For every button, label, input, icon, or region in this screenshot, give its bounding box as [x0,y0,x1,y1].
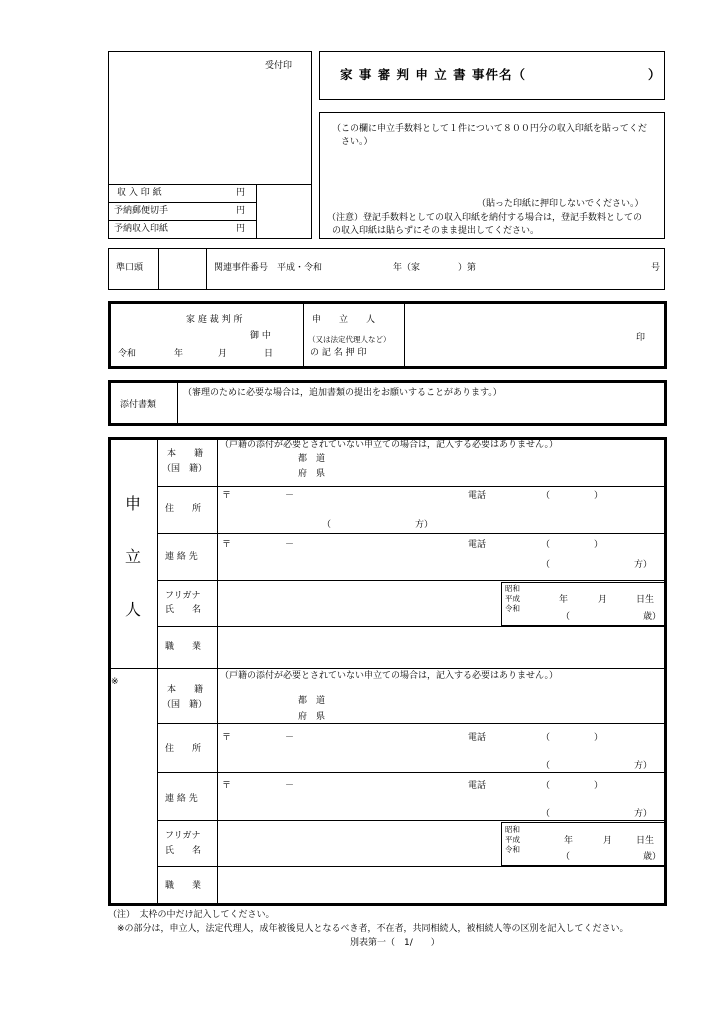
contact-label-b: 連 絡 先 [165,794,198,804]
date-year: 年 [174,349,184,359]
stamp-instruction-1: （この欄に申立手数料として１件について８００円分の収入印紙を貼ってくだ [332,124,647,134]
era-reiwa-b: 令和 [505,845,520,854]
reception-stamp-label: 受付印 [265,61,293,71]
other-party-type-input[interactable] [111,690,155,890]
birthdate-input-b[interactable] [528,830,628,860]
applicant-vertical-title-3: 人 [125,600,142,619]
todofuken-to-b: 都 道 [298,696,326,706]
address-label-b: 住 所 [165,744,202,754]
contact-phone-close-b: ） [594,781,604,791]
footer-note-1: （注） 太枠の中だけ記入してください。 [108,910,275,920]
signature-label: の 記 名 押 印 [310,348,367,358]
birthdate-input-a[interactable] [528,590,628,620]
kata-close-b: 方） [634,761,653,771]
postal-mark-b: 〒 [222,733,232,743]
birth-day-a: 日生 [636,595,655,605]
furigana-label-b: フリガナ [165,831,201,841]
birth-year-b: 年 [564,836,574,846]
fee-row-stamp-unit: 円 [236,188,246,198]
name-label-b: 氏 名 [165,846,202,856]
address-label-a: 住 所 [165,504,202,514]
era-showa-b: 昭和 [505,825,520,834]
related-case-number-input[interactable] [480,252,645,286]
job-input-a[interactable] [222,630,660,664]
phone-label-a: 電話 [468,491,487,501]
contact-label-a: 連 絡 先 [165,552,198,562]
contact-postal-mark-a: 〒 [222,540,232,550]
age-open-a: （ [561,612,571,622]
furigana-label-a: フリガナ [165,591,201,601]
phone-open-a: （ [541,491,551,501]
age-close-a: 歳） [643,612,662,622]
court-label: 家 庭 裁 判 所 [186,315,243,325]
page-title: 家 事 審 判 申 立 書 [340,67,467,82]
era-reiwa-a: 令和 [505,604,520,613]
date-era: 令和 [118,349,137,359]
stamp-caution-1: （注意）登記手数料としての収入印紙を納付する場合は，登記手数料としての [327,213,643,223]
jun-koutou-checkbox[interactable] [160,250,204,288]
stamp-no-seal-note: （貼った印紙に押印しないでください。） [477,199,644,209]
attachments-input[interactable] [180,402,660,422]
date-month: 月 [218,349,228,359]
contact-phone-label-a: 電話 [468,540,487,550]
honseki-label-a: 本 籍 [167,449,204,459]
postal-mark-a: 〒 [222,491,232,501]
phone-close-b: ） [594,733,604,743]
postal-dash-b: － [285,733,295,743]
age-open-b: （ [561,852,571,862]
contact-phone-open-a: （ [541,540,551,550]
honseki-label-b: 本 籍 [167,685,204,695]
job-label-a: 職 業 [165,642,202,652]
applicant-vertical-title-1: 申 [125,494,142,513]
contact-input-b[interactable] [232,794,532,818]
proxy-note: （又は法定代理人など） [308,335,391,344]
phone-open-b: （ [541,733,551,743]
address-input-b[interactable] [232,746,532,770]
honseki-note-a: （戸籍の添付が必要とされていない申立ての場合は，記入する必要はありません。） [220,440,559,450]
page-marker: 別表第一（ 1/ ） [350,938,440,948]
kata-close-a: 方） [415,520,434,530]
kokuseki-label-a: （国 籍） [162,464,208,474]
era-heisei-b: 平成 [505,835,520,844]
fee-row-stamp-label: 収 入 印 紙 [117,188,162,198]
contact-kata-close-a: 方） [634,560,653,570]
signature-input[interactable] [408,306,628,364]
kata-open-a: （ [322,520,332,530]
job-label-b: 職 業 [165,881,202,891]
attachments-note: （審理のために必要な場合は，追加書類の提出をお願いすることがあります。） [183,388,502,398]
fee-row-postage-unit: 円 [236,206,246,216]
other-party-mark: ※ [111,677,119,687]
kokuseki-label-b: （国 籍） [162,700,208,710]
contact-postal-dash-b: － [285,781,295,791]
honseki-input-a[interactable] [340,452,660,482]
name-input-a[interactable] [222,584,496,622]
date-day: 日 [264,349,274,359]
birth-year-a: 年 [559,595,569,605]
contact-kata-open-a: （ [541,560,551,570]
fee-row-revenue-label: 予納収入印紙 [114,224,169,234]
onchu-label: 御 中 [250,331,271,341]
name-label-a: 氏 名 [165,605,202,615]
case-name-input[interactable] [530,62,645,86]
footer-note-2: ※の部分は，申立人，法定代理人，成年被後見人となるべき者，不在者，共同相続人，被相続人等の区別を記入してください。 [117,924,629,934]
contact-postal-mark-b: 〒 [222,781,232,791]
contact-phone-close-a: ） [594,540,604,550]
applicant-vertical-title-2: 立 [125,547,142,566]
stamp-instruction-2: さい。） [341,137,373,147]
kata-open-b: （ [541,761,551,771]
attachments-label: 添付書類 [120,400,157,410]
honseki-note-b: （戸籍の添付が必要とされていない申立ての場合は，記入する必要はありません。） [220,671,559,681]
related-case-dai: ）第 [458,263,477,273]
age-close-b: 歳） [643,852,662,862]
phone-label-b: 電話 [468,733,487,743]
todofuken-fu-b: 府 県 [298,712,326,722]
contact-phone-open-b: （ [541,781,551,791]
case-name-label: 事件名（ [472,67,527,82]
fee-row-postage-label: 予納郵便切手 [114,206,169,216]
name-input-b[interactable] [222,824,496,862]
contact-postal-dash-a: － [285,540,295,550]
contact-input-a[interactable] [232,552,532,576]
postal-dash-a: － [285,491,295,501]
contact-kata-open-b: （ [541,809,551,819]
era-showa-a: 昭和 [505,584,520,593]
birth-day-b: 日生 [636,836,655,846]
contact-phone-label-b: 電話 [468,781,487,791]
related-case-number-label: 関連事件番号 平成・令和 [214,263,323,273]
honseki-input-b[interactable] [340,690,660,720]
job-input-b[interactable] [222,870,660,902]
related-case-year-ie: 年（家 [393,263,421,273]
address-input-a[interactable] [232,504,652,518]
jun-koutou-label: 準口頭 [116,263,144,273]
contact-kata-close-b: 方） [634,809,653,819]
era-heisei-a: 平成 [505,594,520,603]
birth-month-b: 月 [603,836,613,846]
applicant-sign-label: 申 立 人 [312,315,376,325]
birth-month-a: 月 [598,595,608,605]
seal-mark: 印 [636,333,646,343]
case-name-close: ） [648,67,662,82]
todofuken-to-a: 都 道 [298,454,326,464]
related-case-gou: 号 [651,263,661,273]
phone-close-a: ） [594,491,604,501]
fee-row-revenue-unit: 円 [236,224,246,234]
todofuken-fu-a: 府 県 [298,469,326,479]
stamp-caution-2: の収入印紙は貼らずにそのまま提出してください。 [332,226,540,236]
